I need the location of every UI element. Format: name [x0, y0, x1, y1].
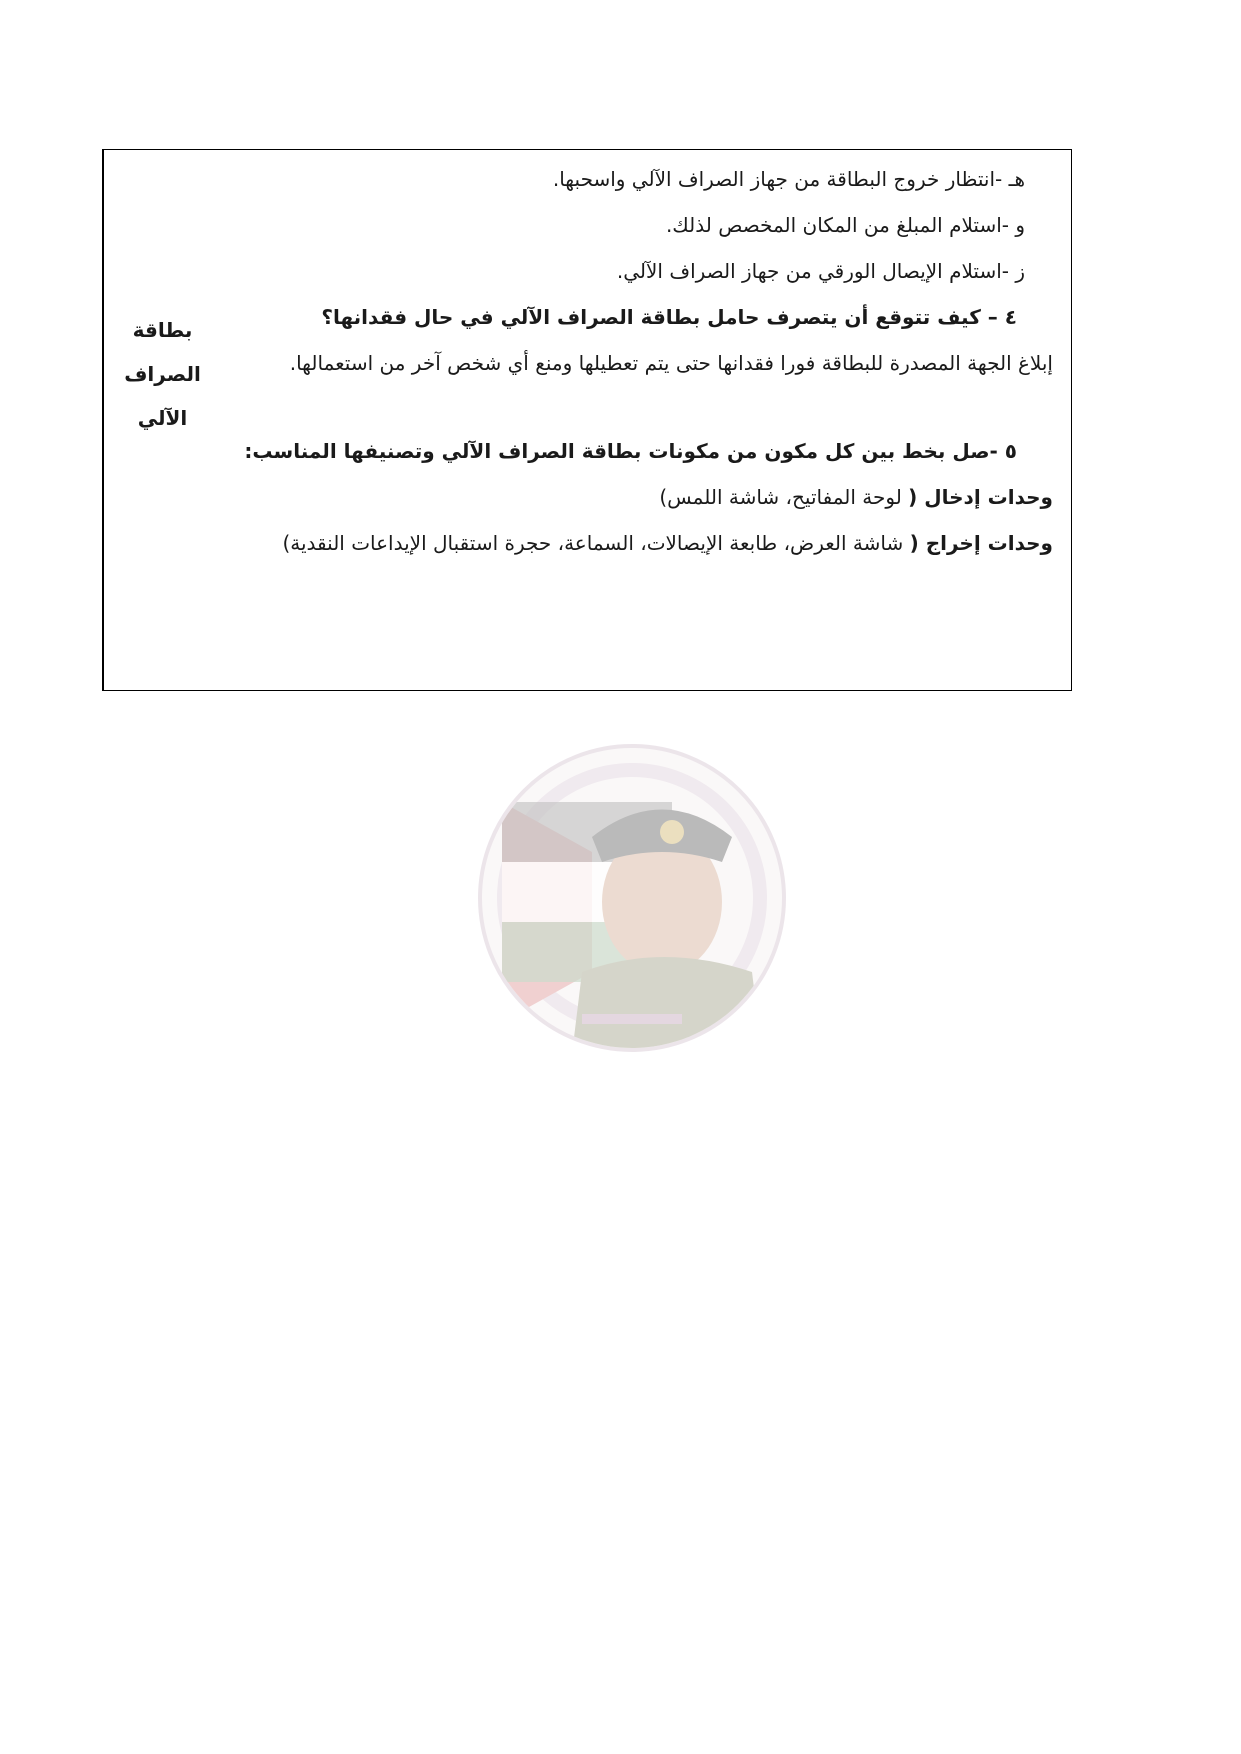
question-5: ٥ -صل بخط بين كل مكون من مكونات بطاقة الصراف الآلي وتصنيفها المناسب:: [244, 439, 1017, 463]
side-label-cell: [103, 150, 221, 690]
output-units-label: وحدات إخراج (: [909, 531, 1053, 555]
content-table: [102, 149, 1072, 691]
step-h: هـ -انتظار خروج البطاقة من جهاز الصراف الآلي واسحبها.: [552, 167, 1025, 191]
emblem-watermark-icon: [472, 742, 792, 1054]
input-units-label: وحدات إدخال (: [908, 485, 1053, 509]
main-content-cell: [221, 150, 1071, 690]
spacer: [235, 386, 1053, 428]
question-4: ٤ – كيف تتوقع أن يتصرف حامل بطاقة الصراف الآلي في حال فقدانها؟: [321, 305, 1017, 329]
side-label-line-2: الصراف: [124, 362, 201, 386]
input-units-items: لوحة المفاتيح، شاشة اللمس): [659, 485, 902, 509]
output-units-items: شاشة العرض، طابعة الإيصالات، السماعة، حجرة استقبال الإيداعات النقدية): [282, 531, 904, 555]
step-z: ز -استلام الإيصال الورقي من جهاز الصراف الآلي.: [616, 259, 1025, 283]
answer-4: إبلاغ الجهة المصدرة للبطاقة فورا فقدانها حتى يتم تعطيلها ومنع أي شخص آخر من استعمالها.: [289, 351, 1053, 375]
output-units-row: [235, 520, 1053, 566]
side-label-line-3: الآلي: [137, 406, 188, 430]
step-w: و -استلام المبلغ من المكان المخصص لذلك.: [665, 213, 1025, 237]
input-units-row: [235, 474, 1053, 520]
side-label-line-1: بطاقة: [132, 318, 193, 342]
